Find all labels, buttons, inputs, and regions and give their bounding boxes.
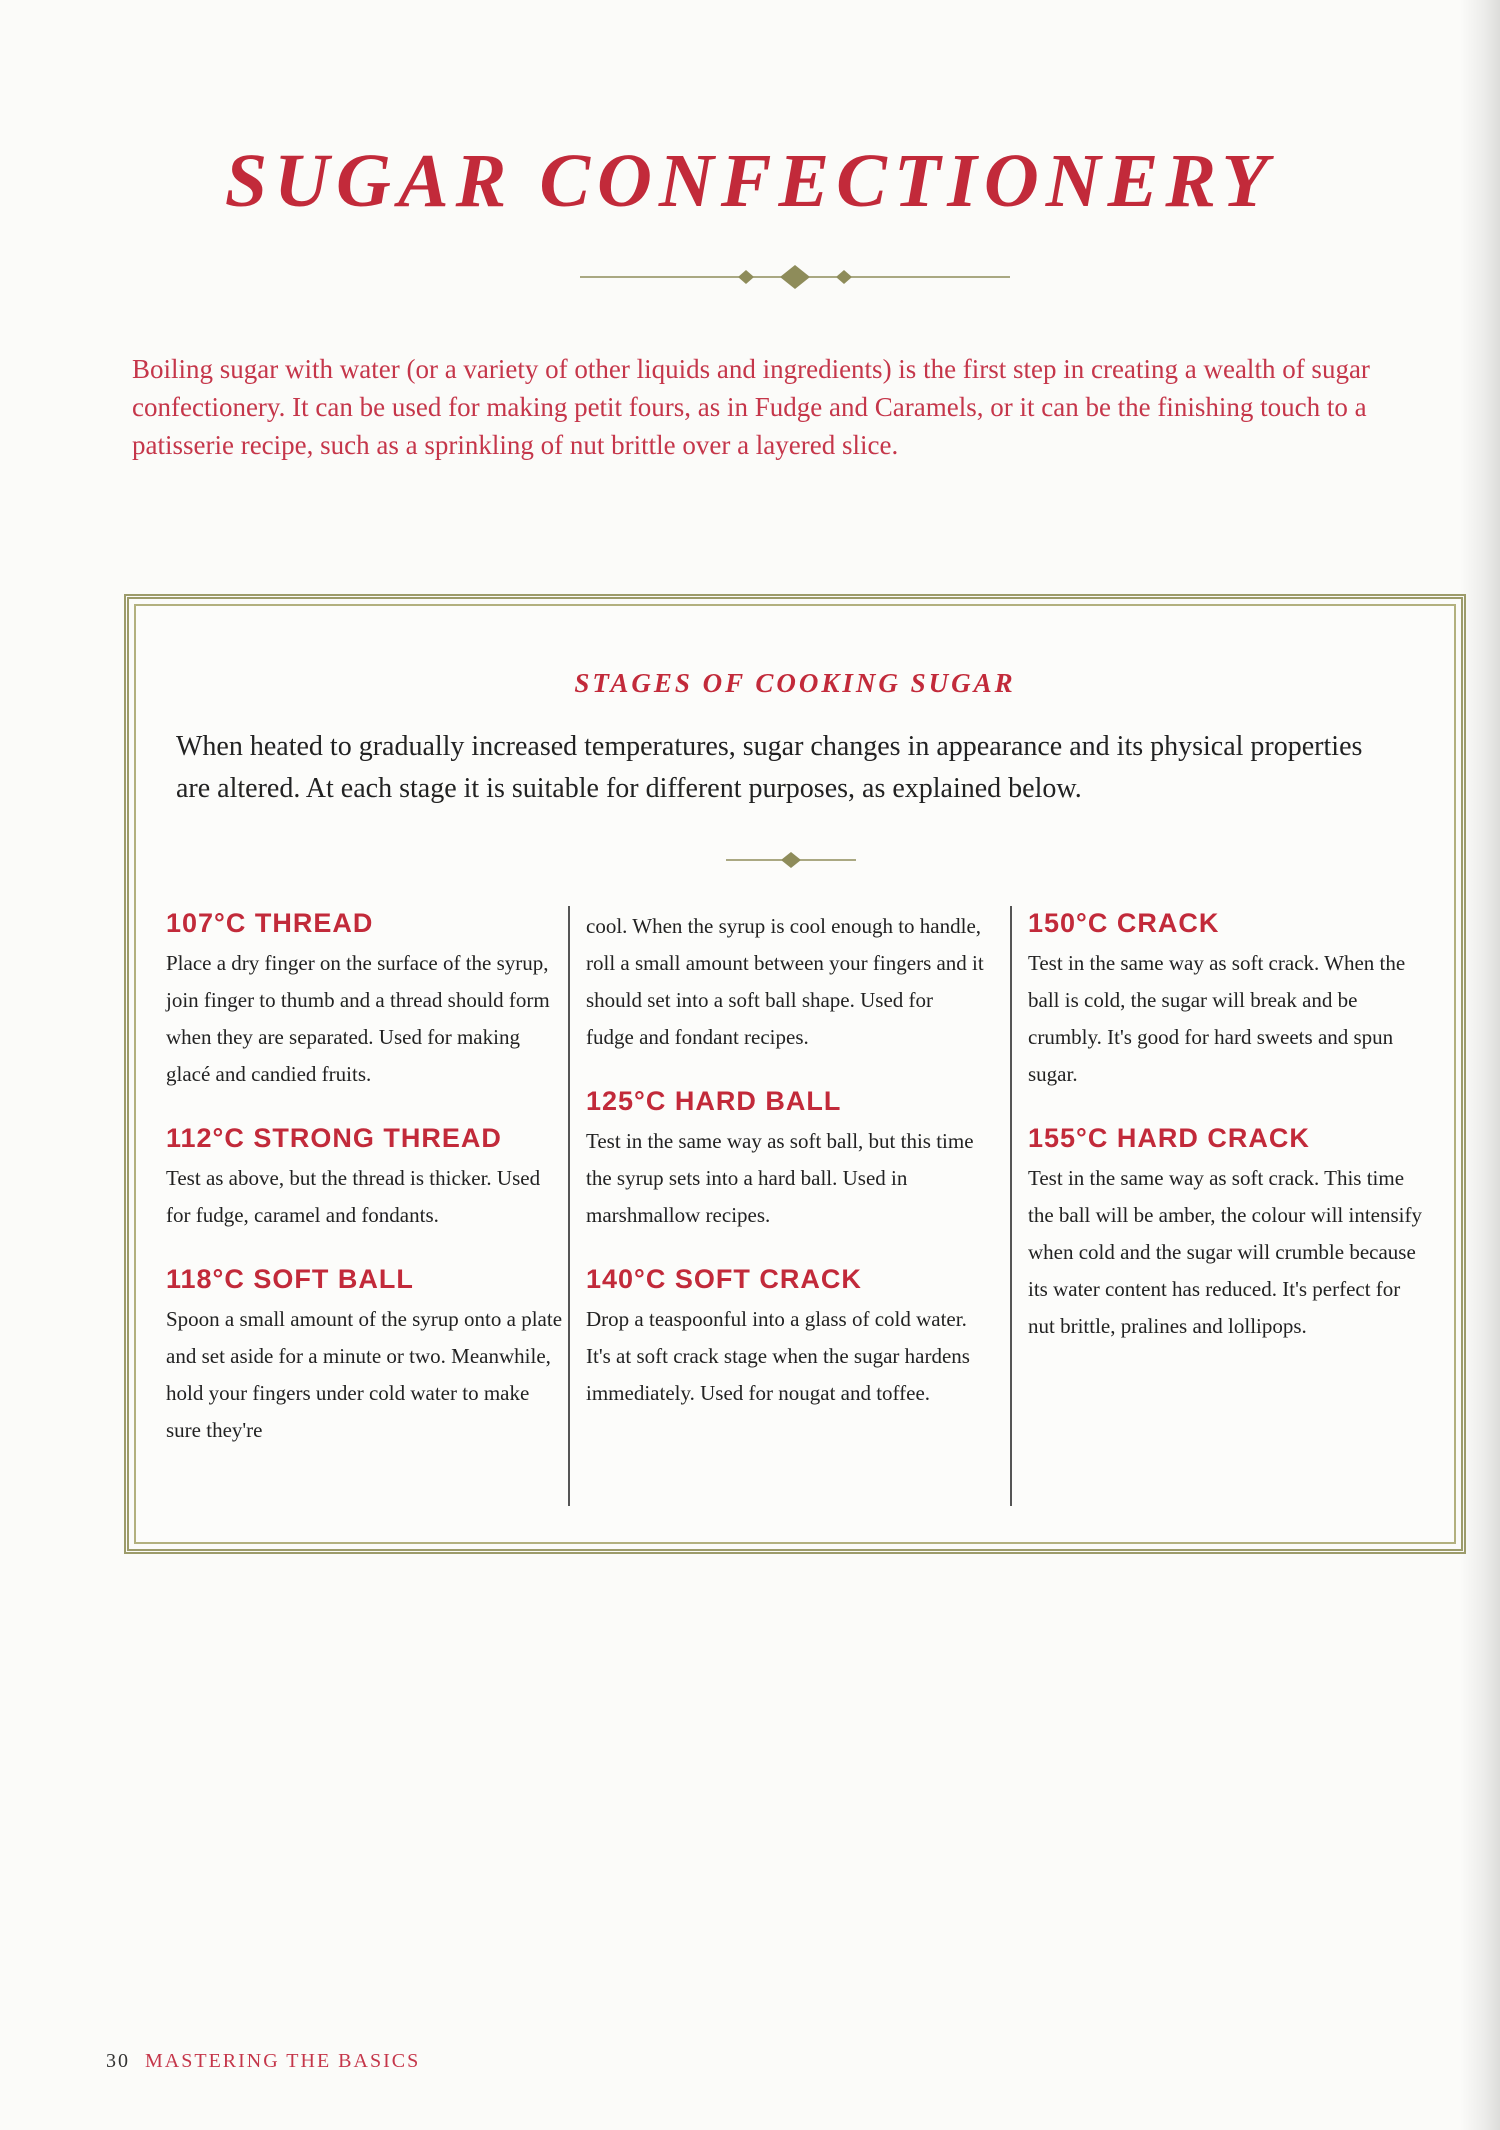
stage-text: Test in the same way as soft ball, but this time the syrup sets into a hard ball. Used in marshmallow recipes. (586, 1129, 974, 1227)
stage-soft-crack (586, 1264, 986, 1412)
stage-heading: 118°C SOFT BALL (166, 1264, 414, 1294)
stages-column-2 (586, 908, 986, 1442)
stage-heading: 155°C HARD CRACK (1028, 1123, 1310, 1153)
stage-text: Drop a teaspoonful into a glass of cold water. It's at soft crack stage when the sugar hardens immediately. Used for nougat and toffee. (586, 1307, 970, 1405)
stage-text: Test as above, but the thread is thicker. Used for fudge, caramel and fondants. (166, 1166, 541, 1227)
intro-paragraph: Boiling sugar with water (or a variety of other liquids and ingredients) is the first step in creating a wealth of sugar confectionery. It can be used for making petit fours, as in Fudge and Caramels, or it can be the finishing touch to a patisserie recipe, such as a sprinkling of nut brittle over a layered slice. (132, 354, 1370, 460)
page-footer (106, 2050, 420, 2073)
stage-hard-crack (1028, 1123, 1428, 1345)
stages-box (124, 594, 1466, 1554)
stage-heading: 125°C HARD BALL (586, 1086, 842, 1116)
stages-box-inner (134, 604, 1456, 1544)
title-ornament (580, 262, 1010, 292)
stages-column-3 (1028, 908, 1428, 1375)
box-ornament (726, 850, 856, 870)
stage-heading: 107°C THREAD (166, 908, 374, 938)
stages-column-1 (166, 908, 566, 1479)
column-divider (1010, 906, 1012, 1506)
stage-crack (1028, 908, 1428, 1093)
stage-thread (166, 908, 566, 1093)
stage-text: Test in the same way as soft crack. When the ball is cold, the sugar will break and be crumbly. It's good for hard sweets and spun sugar. (1028, 951, 1406, 1086)
stage-heading: 150°C CRACK (1028, 908, 1220, 938)
page-title: SUGAR CONFECTIONERY (224, 139, 1276, 223)
stage-strong-thread (166, 1123, 566, 1234)
box-title: STAGES OF COOKING SUGAR (574, 668, 1016, 698)
stage-text: Place a dry finger on the surface of the syrup, join finger to thumb and a thread should form when they are separated. Used for making glacé and candied fruits. (166, 951, 550, 1086)
stage-heading: 140°C SOFT CRACK (586, 1264, 862, 1294)
stage-hard-ball (586, 1086, 986, 1234)
stage-heading: 112°C STRONG THREAD (166, 1123, 502, 1153)
page-edge-shadow (1460, 0, 1500, 2130)
column-divider (568, 906, 570, 1506)
stage-text: Spoon a small amount of the syrup onto a plate and set aside for a minute or two. Meanwhile, hold your fingers under cold water to make sure they're (166, 1307, 563, 1442)
stage-soft-ball (166, 1264, 566, 1449)
page-number: 30 (106, 2050, 130, 2072)
stage-text: Test in the same way as soft crack. This time the ball will be amber, the colour will intensify when cold and the sugar will crumble because its water content has reduced. It's perfect for nut brittle, pralines and lollipops. (1028, 1166, 1422, 1338)
stage-text-continuation: cool. When the syrup is cool enough to handle, roll a small amount between your fingers and it should set into a soft ball shape. Used for fudge and fondant recipes. (586, 914, 984, 1049)
box-intro: When heated to gradually increased temperatures, sugar changes in appearance and its physical properties are altered. At each stage it is suitable for different purposes, as explained below. (176, 731, 1363, 804)
section-name: MASTERING THE BASICS (145, 2050, 421, 2072)
